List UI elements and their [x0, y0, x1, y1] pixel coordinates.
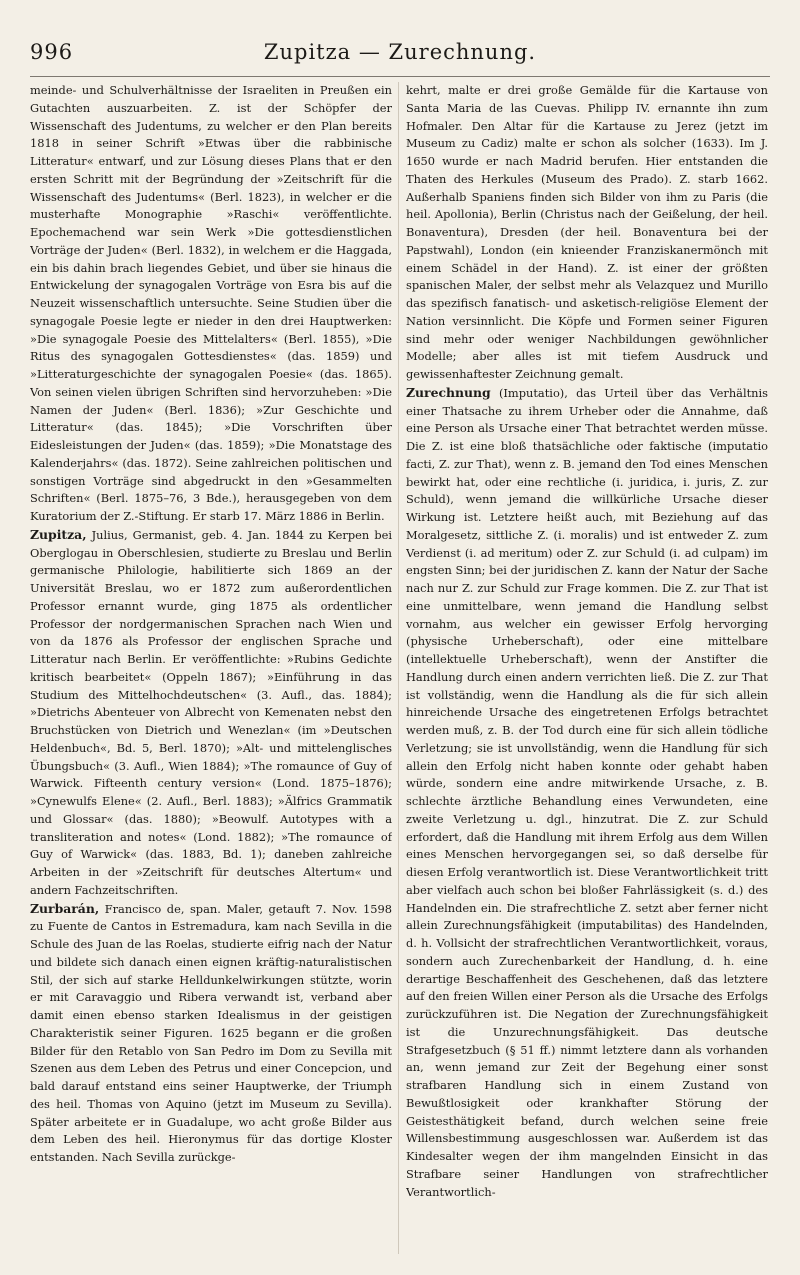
entry-zurbaran-text: Francisco de, span. Maler, getauft 7. Nov. 1598 zu Fuente de Cantos in Estremadura, kam nach Sevilla in die Schule des Juan de las Roelas, studierte eifrig nach der Natur und bildete sich danach einen eignen kräftig-naturalistischen Stil, der sich auf starke Helldunkelwirkungen stützte, worin er mit Caravaggio und Ribera verwandt ist, verband aber damit einen ebenso starken Idealismus in der geistigen Charakteristik seiner Figuren. 1625 begann er die großen Bilder für den Retablo von San Pedro im Dom zu Sevilla mit Szenen aus dem Leben des Petrus und einer Concepcion, und bald darauf entstand eins seiner Hauptwerke, der Triumph des heil. Thomas von Aquino (jetzt im Museum zu Sevilla). Später arbeitete er in Guadalupe, wo acht große Bilder aus dem Leben des heil. Hieronymus für das dortige Kloster entstanden. Nach Sevilla zurückge-: [30, 901, 392, 1164]
entry-zupitza-text: Julius, Germanist, geb. 4. Jan. 1844 zu Kerpen bei Oberglogau in Oberschlesien, studierte zu Breslau und Berlin germanische Philologie, habilitierte sich 1869 an der Universität Breslau, wo er 1872 zum außerordentlichen Professor ernannt wurde, ging 1875 als ordentlicher Professor der nordgermanischen Sprachen nach Wien und von da 1876 als Professor der englischen Sprache und Litteratur nach Berlin. Er veröffentlichte: »Rubins Gedichte kritisch bearbeitet« (Oppeln 1867); »Einführung in das Studium des Mittelhochdeutschen« (3. Aufl., das. 1884); »Dietrichs Abenteuer von Albrecht von Kemenaten nebst den Bruchstücken von Dietrich und Wenezlan« (im »Deutschen Heldenbuch«, Bd. 5, Berl. 1870); »Alt- und mittelenglisches Übungsbuch« (3. Aufl., Wien 1884); »The romaunce of Guy of Warwick. Fifteenth century version« (Lond. 1875–1876); »Cynewulfs Elene« (2. Aufl., Berl. 1883); »Älfrics Grammatik und Glossar« (das. 1880); »Beowulf. Autotypes with a transliteration and notes« (Lond. 1882); »The romaunce of Guy of Warwick« (das. 1883, Bd. 1); daneben zahlreiche Arbeiten in der »Zeitschrift für deutsches Altertum« und andern Fachzeitschriften.: [30, 527, 392, 897]
headword-zupitza: Zupitza,: [30, 526, 87, 542]
right-column: [406, 82, 768, 1254]
column-divider: [398, 82, 399, 1254]
entry-zurechnung: [406, 384, 768, 1202]
headword-zurbaran: Zurbarán,: [30, 900, 100, 916]
entry-zunz-continuation: meinde- und Schulverhältnisse der Israeliten in Preußen ein Gutachten auszuarbeiten. Z. ist der Schöpfer der Wissenschaft des Judentums, zu welcher er den Plan bereits 1818 in seiner Schrift »Etwas über die rabbinische Litteratur« entwarf, und zur Lösung dieses Plans that er den ersten Schritt mit der Begründung der »Zeitschrift für die Wissenschaft des Judentums« (Berl. 1823), in welcher er die musterhafte Monographie »Raschi« veröffentlichte. Epochemachend war sein Werk »Die gottesdienstlichen Vorträge der Juden« (Berl. 1832), in welchem er die Haggada, ein bis dahin brach liegendes Gebiet, und über sie hinaus die Entwickelung der synagogalen Vorträge von Esra bis auf die Neuzeit wissenschaftlich untersuchte. Seine Studien über die synagogale Poesie legte er nieder in den drei Hauptwerken: »Die synagogale Poesie des Mittelalters« (Berl. 1855), »Die Ritus des synagogalen Gottesdienstes« (das. 1859) und »Litteraturgeschichte der synagogalen Poesie« (das. 1865). Von seinen vielen übrigen Schriften sind hervorzuheben: »Die Namen der Juden« (Berl. 1836); »Zur Geschichte und Litteratur« (das. 1845); »Die Vorschriften über Eidesleistungen der Juden« (das. 1859); »Die Monatstage des Kalenderjahrs« (das. 1872). Seine zahlreichen politischen und sonstigen Vorträge sind abgedruckt in den »Gesammelten Schriften« (Berl. 1875–76, 3 Bde.), herausgegeben von dem Kuratorium der Z.-Stiftung. Er starb 17. März 1886 in Berlin.: [30, 83, 392, 523]
entry-zurbaran: [30, 900, 392, 1167]
running-title: Zupitza — Zurechnung.: [263, 40, 537, 64]
page-number: 996: [30, 40, 74, 64]
entry-zupitza: [30, 526, 392, 900]
headword-zurechnung: Zurechnung: [406, 384, 491, 400]
header-rule: [30, 76, 770, 77]
left-column: [30, 82, 392, 1254]
page-header: [30, 40, 770, 72]
entry-zurechnung-text: (Imputatio), das Urteil über das Verhältnis einer Thatsache zu ihrem Urheber oder die Annahme, daß eine Person als Ursache einer That betrachtet werden müsse. Die Z. ist eine bloß thatsächliche oder faktische (imputatio facti, Z. zur That), wenn z. B. jemand den Tod eines Menschen bewirkt hat, oder eine rechtliche (i. juridica, i. juris, Z. zur Schuld), wenn jemand die willkürliche Ursache dieser Wirkung ist. Letztere heißt auch, mit Beziehung auf das Moralgesetz, sittliche Z. (i. moralis) und ist entweder Z. zum Verdienst (i. ad meritum) oder Z. zur Schuld (i. ad culpam) im engsten Sinn; bei der juridischen Z. kann der Natur der Sache nach nur Z. zur Schuld zur Frage kommen. Die Z. zur That ist eine unmittelbare, wenn jemand die Handlung selbst vornahm, aus welcher ein gewisser Erfolg hervorging (physische Urheberschaft), oder eine mittelbare (intellektuelle Urheberschaft), wenn der Anstifter die Handlung durch einen andern verrichten ließ. Die Z. zur That ist vollständig, wenn die Handlung als die für sich allein hinreichende Ursache des eingetretenen Erfolgs betrachtet werden muß, z. B. der Tod durch eine für sich allein tödliche Verletzung; sie ist unvollständig, wenn die Handlung für sich allein den Erfolg nicht haben konnte oder gehabt haben würde, sondern eine andre mitwirkende Ursache, z. B. schlechte ärztliche Behandlung eines Verwundeten, eine zweite Verletzung u. dgl., hinzutrat. Die Z. zur Schuld erfordert, daß die Handlung mit ihrem Erfolg aus dem Willen eines Menschen hervorgegangen sei, so daß derselbe für diesen Erfolg verantwortlich ist. Diese Verantwortlichkeit tritt aber vielfach auch schon bei bloßer Fahrlässigkeit (s. d.) des Handelnden ein. Die strafrechtliche Z. setzt aber ferner nicht allein Zurechnungsfähigkeit (imputabilitas) des Handelnden, d. h. Vollsicht der strafrechtlichen Verantwortlichkeit, voraus, sondern auch Zurechenbarkeit der Handlung, d. h. eine derartige Beschaffenheit des Geschehenen, daß das letztere auf den freien Willen einer Person als die Ursache des Erfolgs zurückzuführen ist. Die Negation der Zurechnungsfähigkeit ist die Unzurechnungsfähigkeit. Das deutsche Strafgesetzbuch (§ 51 ff.) nimmt letztere dann als vorhanden an, wenn jemand zur Zeit der Begehung einer sonst strafbaren Handlung sich in einem Zustand von Bewußtlosigkeit oder krankhafter Störung der Geistesthätigkeit befand, durch welchen seine freie Willensbestimmung ausgeschlossen war. Außerdem ist das Kindesalter wegen der ihm mangelnden Einsicht in das Strafbare seiner Handlungen von strafrechtlicher Verantwortlich-: [406, 385, 768, 1199]
entry-zurbaran-continuation: kehrt, malte er drei große Gemälde für die Kartause von Santa Maria de las Cuevas. Philipp IV. ernannte ihn zum Hofmaler. Den Altar für die Kartause zu Jerez (jetzt im Museum zu Cadiz) malte er schon als solcher (1633). Im J. 1650 wurde er nach Madrid berufen. Hier entstanden die Thaten des Herkules (Museum des Prado). Z. starb 1662. Außerhalb Spaniens finden sich Bilder von ihm zu Paris (die heil. Apollonia), Berlin (Christus nach der Geißelung, der heil. Bonaventura), Dresden (der heil. Bonaventura bei der Papstwahl), London (ein knieender Franziskanermönch mit einem Schädel in der Hand). Z. ist einer der größten spanischen Maler, der selbst mehr als Velazquez und Murillo das spezifisch fanatisch- und asketisch-religiöse Element der Nation versinnlicht. Die Köpfe und Formen seiner Figuren sind mehr oder weniger Nachbildungen gewöhnlicher Modelle; aber alles ist mit tiefem Ausdruck und gewissenhaftester Zeichnung gemalt.: [406, 83, 768, 381]
